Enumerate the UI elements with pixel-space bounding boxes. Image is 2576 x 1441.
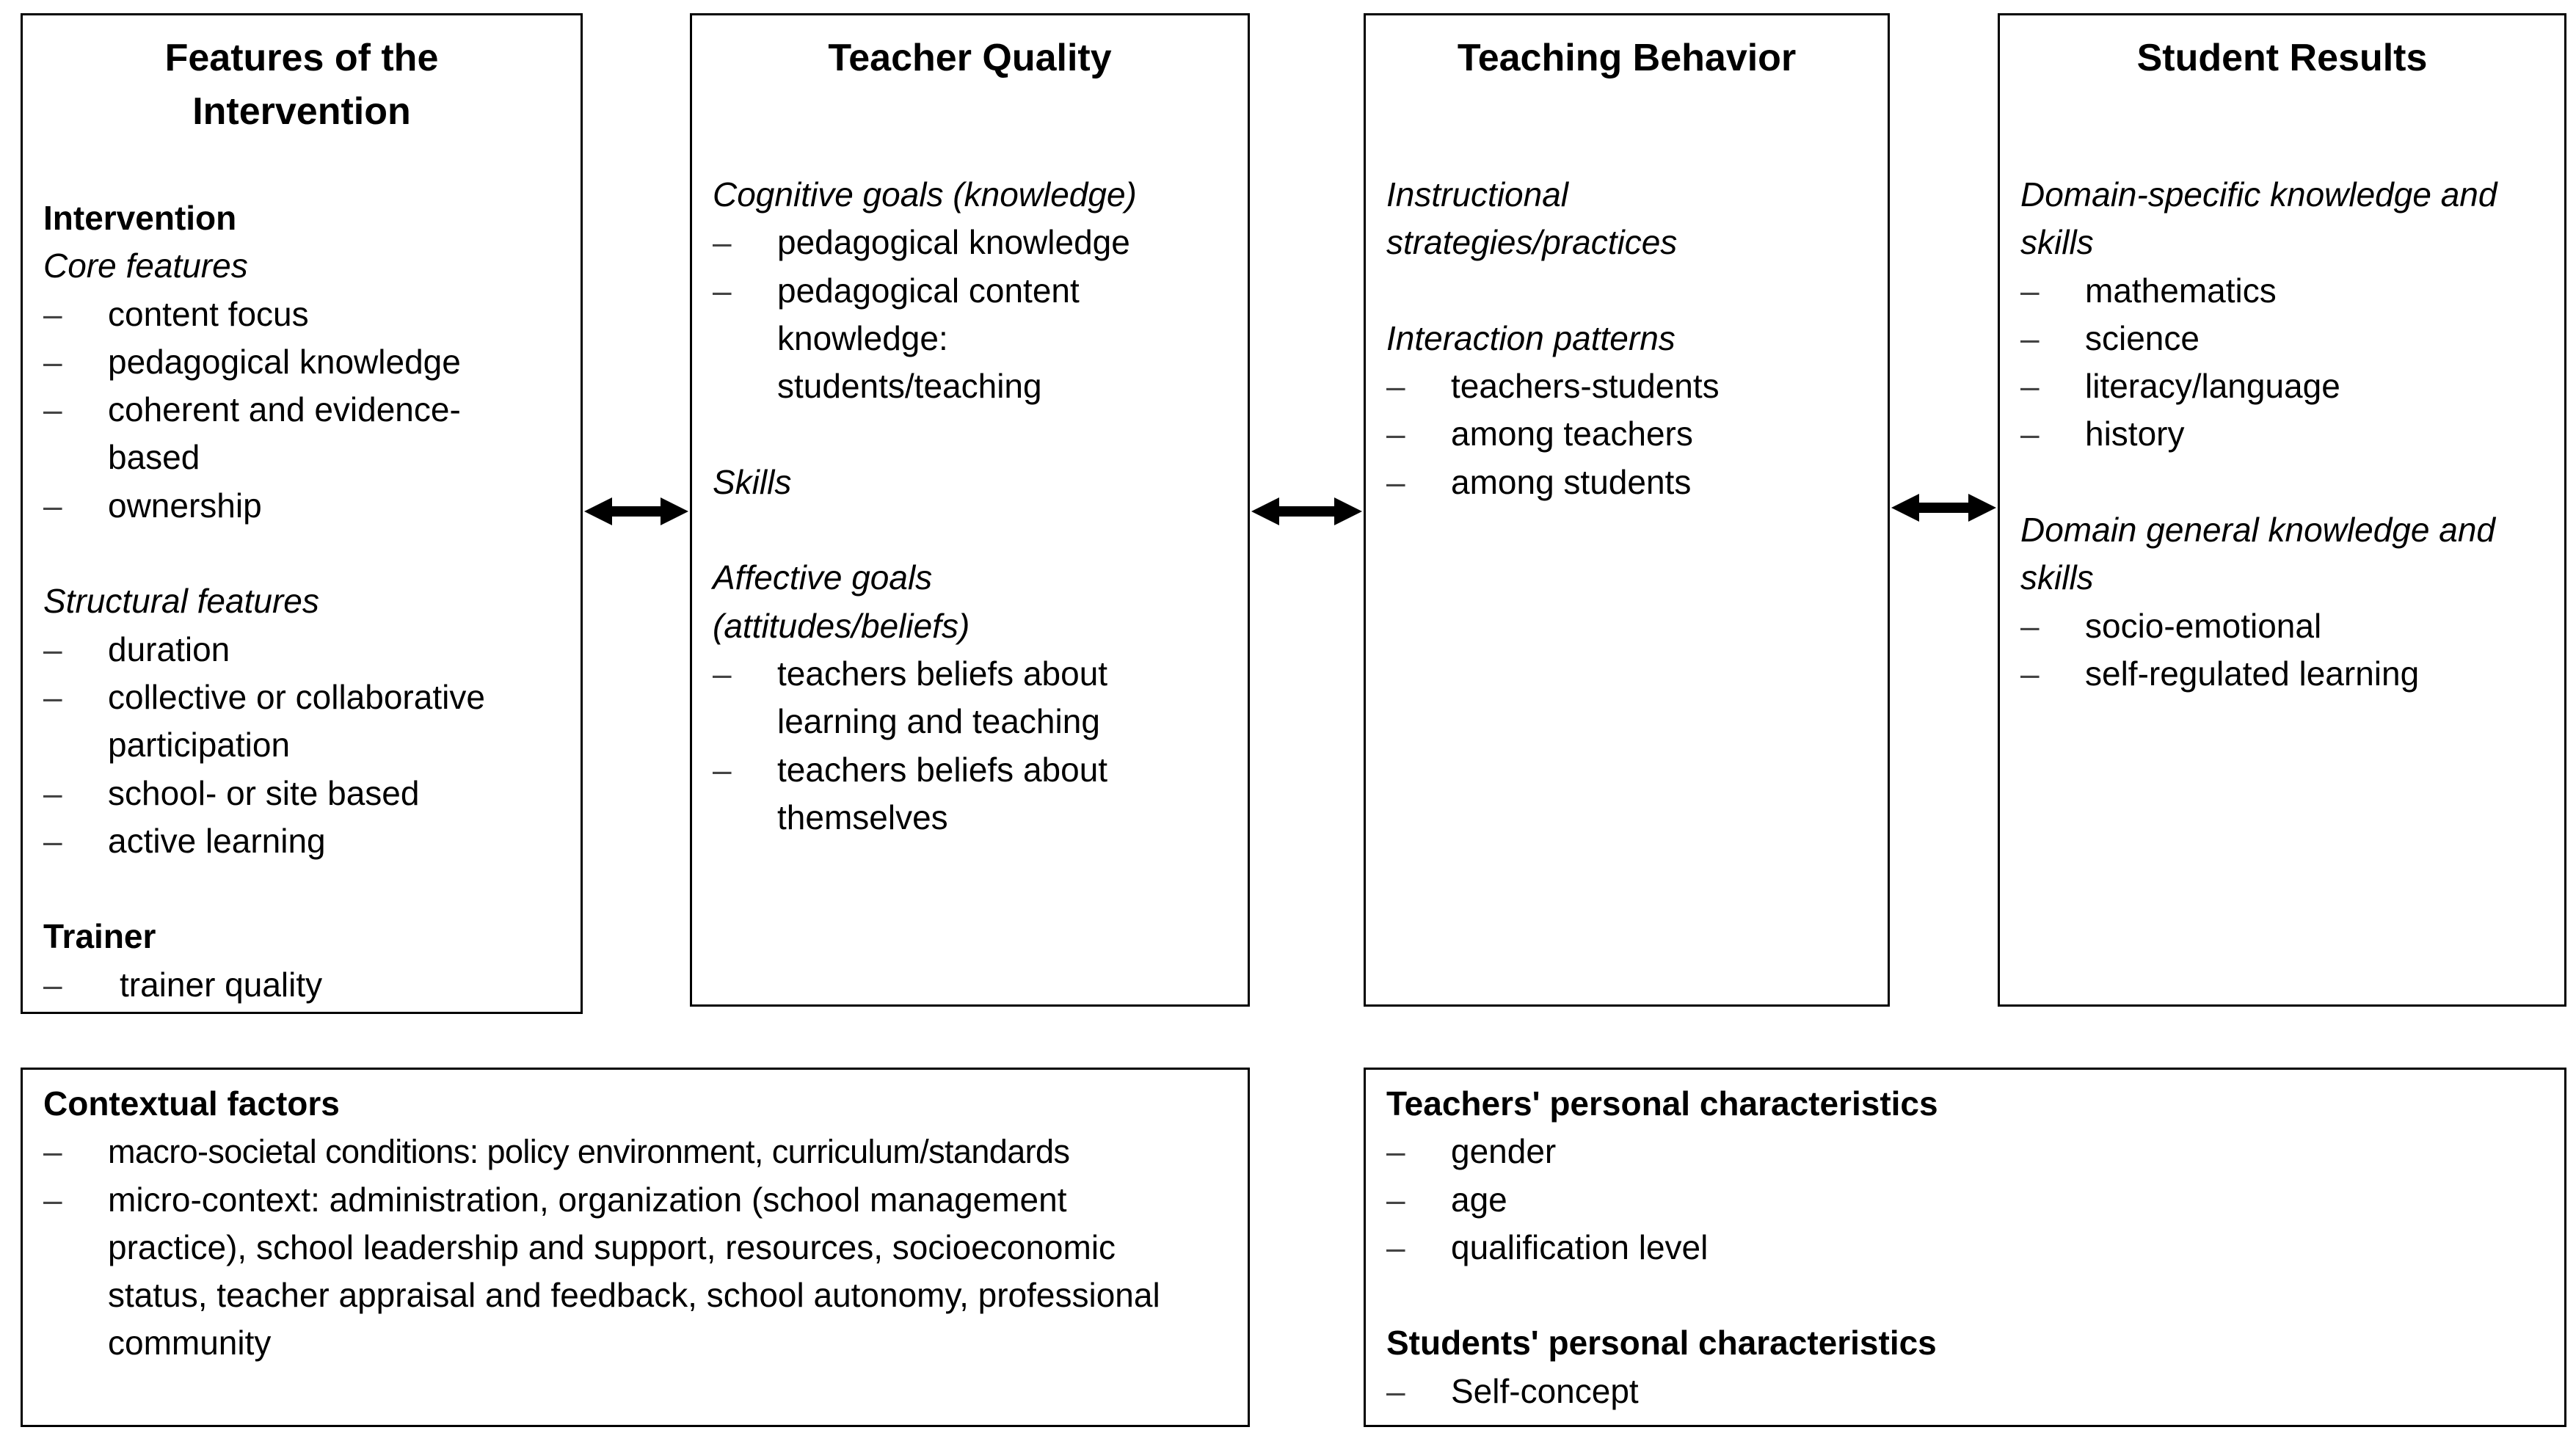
list-item [1386,459,1877,506]
list-item-text: history [2085,415,2185,453]
list-item-text: among teachers [1451,415,1693,453]
list-item [43,338,570,386]
bullet-dash-icon: – [713,271,732,310]
list-item [1386,1128,2554,1175]
list-item-text: Self-concept [1451,1371,1639,1410]
list-item [2020,410,2554,458]
list-item-text: socio-emotional [2085,606,2322,645]
bidirectional-arrow-icon [583,493,690,530]
list-item [1386,410,1877,458]
box-features-of-intervention [21,13,583,1014]
section-heading-core-features: Core features [43,247,248,285]
list-item [2020,650,2554,698]
title-line-2: Intervention [192,90,411,133]
list-item [43,482,570,530]
list-item-text: coherent and evidence-based [108,390,461,477]
box-content [1386,171,1877,506]
list-item [2020,362,2554,410]
list-item [1386,1368,2554,1415]
bullet-dash-icon: – [1386,1227,1405,1266]
section-heading-interaction-patterns: Interaction patterns [1386,318,1676,357]
spacer [1386,267,1877,315]
bullet-dash-icon: – [43,294,62,333]
box-contextual-factors [21,1068,1250,1427]
section-heading-students-characteristics: Students' personal characteristics [1386,1324,1937,1362]
list-item [43,961,570,1009]
list-item-text: trainer quality [120,965,323,1004]
spacer [713,506,1237,554]
box-personal-characteristics [1364,1068,2566,1427]
bullet-dash-icon: – [1386,1180,1405,1219]
bidirectional-arrow-icon [1890,489,1998,526]
list-item [43,386,570,482]
bidirectional-arrow-icon [1250,493,1364,530]
list-item [1386,1224,2554,1272]
title-line-1: Features of the [164,37,439,79]
section-heading-instructional-strategies: Instructional strategies/practices [1386,175,1678,262]
section-heading-intervention: Intervention [43,199,237,237]
bullet-dash-icon: – [2020,318,2040,357]
list-item-text: gender [1451,1132,1557,1171]
list-item [43,291,570,338]
list-item-text: ownership [108,486,262,525]
section-heading-skills: Skills [713,462,792,501]
list-item-text: mathematics [2085,271,2277,310]
bullet-dash-icon: – [1386,415,1405,453]
list-item [1386,362,1877,410]
list-item-text: literacy/language [2085,367,2340,406]
box-content [2020,171,2554,698]
list-item [2020,267,2554,315]
list-item-text: macro-societal conditions: policy environment, curriculum/standards [108,1133,1070,1171]
list-item-text: among students [1451,462,1692,501]
spacer [2020,459,2554,506]
bullet-dash-icon: – [43,821,62,860]
section-heading-contextual-factors: Contextual factors [43,1084,340,1123]
list-item-text: micro-context: administration, organization (school management practice), school leadership and support, resources, socioeconomic status, teacher appraisal and feedback, school autonomy, professional community [108,1180,1160,1362]
spacer [43,865,570,913]
list-item-text: pedagogical knowledge [108,342,461,381]
list-item [713,267,1237,411]
section-heading-trainer: Trainer [43,917,156,956]
bullet-dash-icon: – [713,750,732,789]
bullet-dash-icon: – [43,390,62,429]
section-heading-domain-general: Domain general knowledge and skills [2020,511,2495,597]
section-heading-cognitive-goals: Cognitive goals (knowledge) [713,175,1137,214]
bullet-dash-icon: – [2020,654,2040,693]
section-heading-affective-goals: Affective goals (attitudes/beliefs) [713,558,970,645]
bullet-dash-icon: – [1386,1132,1405,1171]
bullet-dash-icon: – [43,486,62,525]
list-item-text: collective or collaborative participation [108,677,485,765]
list-item-text: teachers beliefs about themselves [777,750,1108,836]
section-heading-structural-features: Structural features [43,582,319,621]
bullet-dash-icon: – [713,654,732,693]
box-teaching-behavior [1364,13,1890,1007]
bullet-dash-icon: – [43,773,62,812]
box-content [713,171,1237,842]
bullet-dash-icon: – [43,342,62,381]
box-teacher-quality [690,13,1250,1007]
list-item-text: duration [108,630,230,668]
list-item-text: teachers-students [1451,367,1720,406]
list-item-text: active learning [108,821,326,860]
list-item-text: age [1451,1180,1507,1219]
box-content [1386,1080,2554,1415]
box-title: Student Results [2136,37,2428,79]
spacer [1386,1272,2554,1319]
list-item-text: science [2085,318,2200,357]
bullet-dash-icon: – [1386,367,1405,406]
list-item [2020,602,2554,650]
bullet-dash-icon: – [43,1132,62,1171]
list-item [713,650,1237,746]
list-item [43,770,570,817]
bullet-dash-icon: – [43,630,62,668]
list-item-text: self-regulated learning [2085,654,2420,693]
bullet-dash-icon: – [43,677,62,716]
spacer [43,530,570,577]
list-item [43,817,570,865]
list-item [43,1128,1237,1175]
bullet-dash-icon: – [1386,1371,1405,1410]
list-item [2020,315,2554,362]
list-item [1386,1176,2554,1224]
box-title [23,32,581,139]
section-heading-domain-specific: Domain-specific knowledge and skills [2020,175,2497,262]
bullet-dash-icon: – [2020,271,2040,310]
list-item-text: pedagogical content knowledge: students/teaching [777,271,1080,406]
bullet-dash-icon: – [43,965,62,1004]
list-item-text: teachers beliefs about learning and teaching [777,654,1108,741]
list-item [43,674,570,770]
spacer [713,410,1237,458]
list-item-text: pedagogical knowledge [777,223,1130,262]
box-student-results [1998,13,2566,1007]
box-content [43,1080,1237,1368]
bullet-dash-icon: – [43,1180,62,1219]
bullet-dash-icon: – [2020,367,2040,406]
list-item-text: school- or site based [108,773,420,812]
bullet-dash-icon: – [2020,606,2040,645]
box-title: Teaching Behavior [1457,37,1797,79]
list-item-text: qualification level [1451,1227,1709,1266]
list-item [43,1176,1237,1368]
bullet-dash-icon: – [2020,415,2040,453]
bullet-dash-icon: – [713,223,732,262]
box-content [43,194,570,1009]
list-item [43,626,570,674]
bullet-dash-icon: – [1386,462,1405,501]
list-item [713,219,1237,266]
box-title: Teacher Quality [828,37,1112,79]
list-item-text: content focus [108,294,309,333]
list-item [713,746,1237,842]
section-heading-teachers-characteristics: Teachers' personal characteristics [1386,1084,1938,1123]
